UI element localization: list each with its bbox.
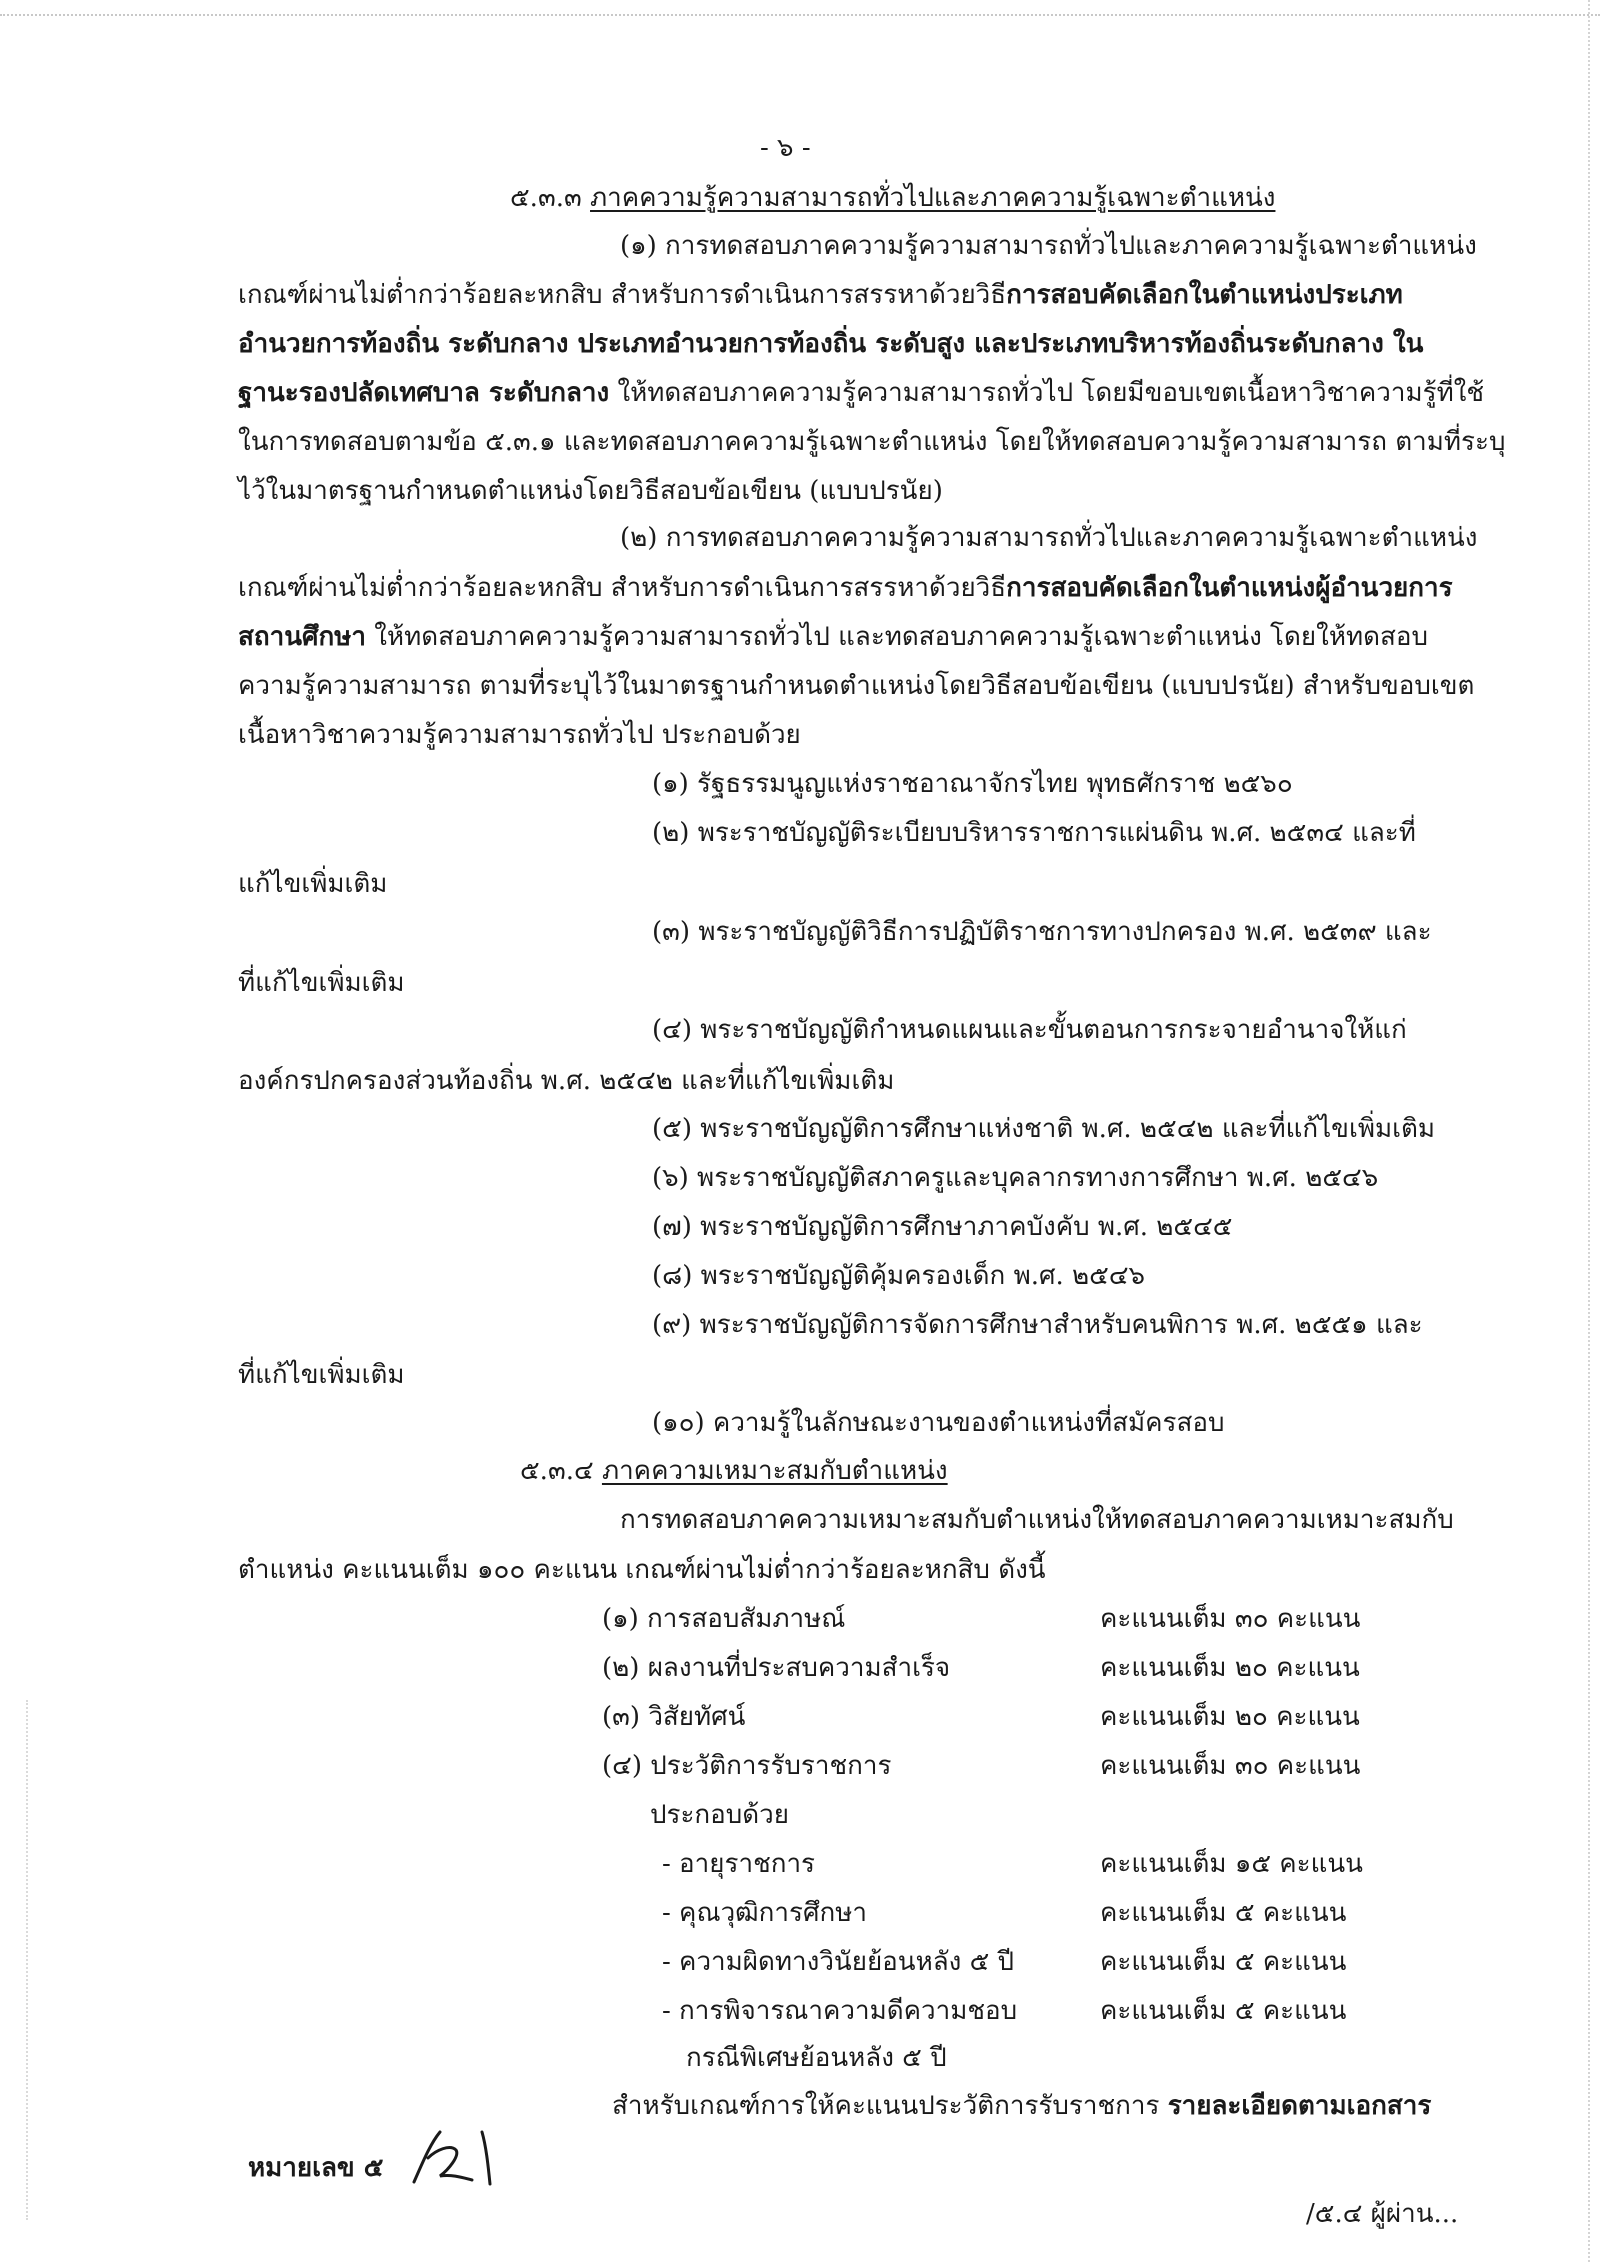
score-value-4: คะแนนเต็ม ๓๐ คะแนน (1100, 1751, 1361, 1781)
para1-line4-bold: ฐานะรองปลัดเทศบาล ระดับกลาง (238, 378, 610, 408)
law-item-4-cont: องค์กรปกครองส่วนท้องถิ่น พ.ศ. ๒๕๔๒ และที่แก้ไขเพิ่มเติม (238, 1066, 895, 1096)
para1-line2-normal: เกณฑ์ผ่านไม่ต่ำกว่าร้อยละหกสิบ สำหรับการดำเนินการสรรหาด้วยวิธี (238, 280, 1007, 310)
para1-line4 (238, 375, 1484, 411)
composed-of-label: ประกอบด้วย (650, 1800, 790, 1830)
page-number: - ๖ - (760, 133, 811, 163)
score-label-3: (๓) วิสัยทัศน์ (602, 1702, 746, 1732)
criteria-note-bold: รายละเอียดตามเอกสาร (1167, 2091, 1432, 2121)
scan-edge-top (0, 14, 1600, 16)
score-label-1: (๑) การสอบสัมภาษณ์ (602, 1604, 846, 1634)
law-item-5: (๕) พระราชบัญญัติการศึกษาแห่งชาติ พ.ศ. ๒๕๔๒ และที่แก้ไขเพิ่มเติม (652, 1114, 1436, 1144)
para2-line3-bold: สถานศึกษา (238, 622, 366, 652)
para2-lead: (๒) การทดสอบภาคความรู้ความสามารถทั่วไปและภาคความรู้เฉพาะตำแหน่ง (620, 523, 1478, 553)
law-item-9-cont: ที่แก้ไขเพิ่มเติม (238, 1360, 405, 1390)
score-value-1: คะแนนเต็ม ๓๐ คะแนน (1100, 1604, 1361, 1634)
score-value-2: คะแนนเต็ม ๒๐ คะแนน (1100, 1653, 1360, 1683)
law-item-9: (๙) พระราชบัญญัติการจัดการศึกษาสำหรับคนพิการ พ.ศ. ๒๕๕๑ และ (652, 1310, 1423, 1340)
para2-line3 (238, 619, 1428, 655)
law-item-6: (๖) พระราชบัญญัติสภาครูและบุคลากรทางการศึกษา พ.ศ. ๒๕๔๖ (652, 1163, 1379, 1193)
sub-score-label-4: - การพิจารณาความดีความชอบ (662, 1996, 1018, 2026)
para1-line2 (238, 277, 1403, 313)
sub-score-label-1: - อายุราชการ (662, 1849, 816, 1879)
para1-lead: (๑) การทดสอบภาคความรู้ความสามารถทั่วไปและภาคความรู้เฉพาะตำแหน่ง (620, 231, 1477, 261)
sub-score-label-4-cont: กรณีพิเศษย้อนหลัง ๕ ปี (686, 2043, 947, 2073)
sub-score-label-2: - คุณวุฒิการศึกษา (662, 1898, 867, 1928)
score-label-2: (๒) ผลงานที่ประสบความสำเร็จ (602, 1653, 951, 1683)
law-item-2-cont: แก้ไขเพิ่มเติม (238, 869, 388, 899)
law-item-3-cont: ที่แก้ไขเพิ่มเติม (238, 968, 405, 998)
section-534-number: ๕.๓.๔ (520, 1456, 594, 1486)
sub-score-value-1: คะแนนเต็ม ๑๕ คะแนน (1100, 1849, 1363, 1879)
para1-line3: อำนวยการท้องถิ่น ระดับกลาง ประเภทอำนวยการท้องถิ่น ระดับสูง และประเภทบริหารท้องถิ่นระดับกลาง ใน (238, 329, 1424, 359)
para1-line2-bold: การสอบคัดเลือกในตำแหน่งประเภท (1006, 280, 1403, 310)
section-533-heading (510, 180, 1275, 216)
score-label-4: (๔) ประวัติการรับราชการ (602, 1751, 892, 1781)
attachment-number-label: หมายเลข ๕ (248, 2153, 384, 2183)
score-value-3: คะแนนเต็ม ๒๐ คะแนน (1100, 1702, 1360, 1732)
law-item-10: (๑๐) ความรู้ในลักษณะงานของตำแหน่งที่สมัครสอบ (652, 1408, 1225, 1438)
criteria-note-normal: สำหรับเกณฑ์การให้คะแนนประวัติการรับราชการ (612, 2091, 1168, 2121)
para2-line4: ความรู้ความสามารถ ตามที่ระบุไว้ในมาตรฐานกำหนดตำแหน่งโดยวิธีสอบข้อเขียน (แบบปรนัย) สำหรับขอบเขต (238, 671, 1475, 701)
law-item-4: (๔) พระราชบัญญัติกำหนดแผนและขั้นตอนการกระจายอำนาจให้แก่ (652, 1015, 1407, 1045)
sub-score-value-3: คะแนนเต็ม ๕ คะแนน (1100, 1947, 1347, 1977)
section-534-title: ภาคความเหมาะสมกับตำแหน่ง (601, 1456, 948, 1486)
para2-line2-bold: การสอบคัดเลือกในตำแหน่งผู้อำนวยการ (1006, 573, 1453, 603)
handwritten-initials-mark (400, 2124, 530, 2194)
sub-score-value-2: คะแนนเต็ม ๕ คะแนน (1100, 1898, 1347, 1928)
section-533-number: ๕.๓.๓ (510, 183, 582, 213)
section-534-intro-line1: การทดสอบภาคความเหมาะสมกับตำแหน่งให้ทดสอบภาคความเหมาะสมกับ (620, 1505, 1454, 1535)
law-item-8: (๘) พระราชบัญญัติคุ้มครองเด็ก พ.ศ. ๒๕๔๖ (652, 1261, 1145, 1291)
para2-line3-normal: ให้ทดสอบภาคความรู้ความสามารถทั่วไป และทดสอบภาคความรู้เฉพาะตำแหน่ง โดยให้ทดสอบ (365, 622, 1428, 652)
law-item-2: (๒) พระราชบัญญัติระเบียบบริหารราชการแผ่นดิน พ.ศ. ๒๕๓๔ และที่ (652, 818, 1416, 848)
scan-edge-right (1588, 0, 1590, 2262)
section-534-intro-line2: ตำแหน่ง คะแนนเต็ม ๑๐๐ คะแนน เกณฑ์ผ่านไม่ต่ำกว่าร้อยละหกสิบ ดังนี้ (238, 1555, 1046, 1585)
law-item-3: (๓) พระราชบัญญัติวิธีการปฏิบัติราชการทางปกครอง พ.ศ. ๒๕๓๙ และ (652, 917, 1432, 947)
section-533-title: ภาคความรู้ความสามารถทั่วไปและภาคความรู้เฉพาะตำแหน่ง (590, 183, 1276, 213)
law-item-7: (๗) พระราชบัญญัติการศึกษาภาคบังคับ พ.ศ. ๒๕๔๕ (652, 1212, 1233, 1242)
para1-line6: ไว้ในมาตรฐานกำหนดตำแหน่งโดยวิธีสอบข้อเขียน (แบบปรนัย) (238, 476, 943, 506)
para2-line2 (238, 570, 1453, 606)
scan-edge-left (26, 1700, 28, 2220)
continuation-marker: /๕.๔ ผู้ผ่าน... (1306, 2199, 1459, 2229)
law-item-1: (๑) รัฐธรรมนูญแห่งราชอาณาจักรไทย พุทธศักราช ๒๕๖๐ (652, 769, 1293, 799)
section-534-heading (520, 1453, 948, 1489)
sub-score-value-4: คะแนนเต็ม ๕ คะแนน (1100, 1996, 1347, 2026)
para1-line4-normal: ให้ทดสอบภาคความรู้ความสามารถทั่วไป โดยมีขอบเขตเนื้อหาวิชาความรู้ที่ใช้ (609, 378, 1485, 408)
para1-line5: ในการทดสอบตามข้อ ๕.๓.๑ และทดสอบภาคความรู้เฉพาะตำแหน่ง โดยให้ทดสอบความรู้ความสามารถ ตามที่ระบุ (238, 427, 1506, 457)
sub-score-label-3: - ความผิดทางวินัยย้อนหลัง ๕ ปี (662, 1947, 1015, 1977)
criteria-note (612, 2088, 1431, 2124)
para2-line2-normal: เกณฑ์ผ่านไม่ต่ำกว่าร้อยละหกสิบ สำหรับการดำเนินการสรรหาด้วยวิธี (238, 573, 1007, 603)
para2-line5: เนื้อหาวิชาความรู้ความสามารถทั่วไป ประกอบด้วย (238, 720, 801, 750)
